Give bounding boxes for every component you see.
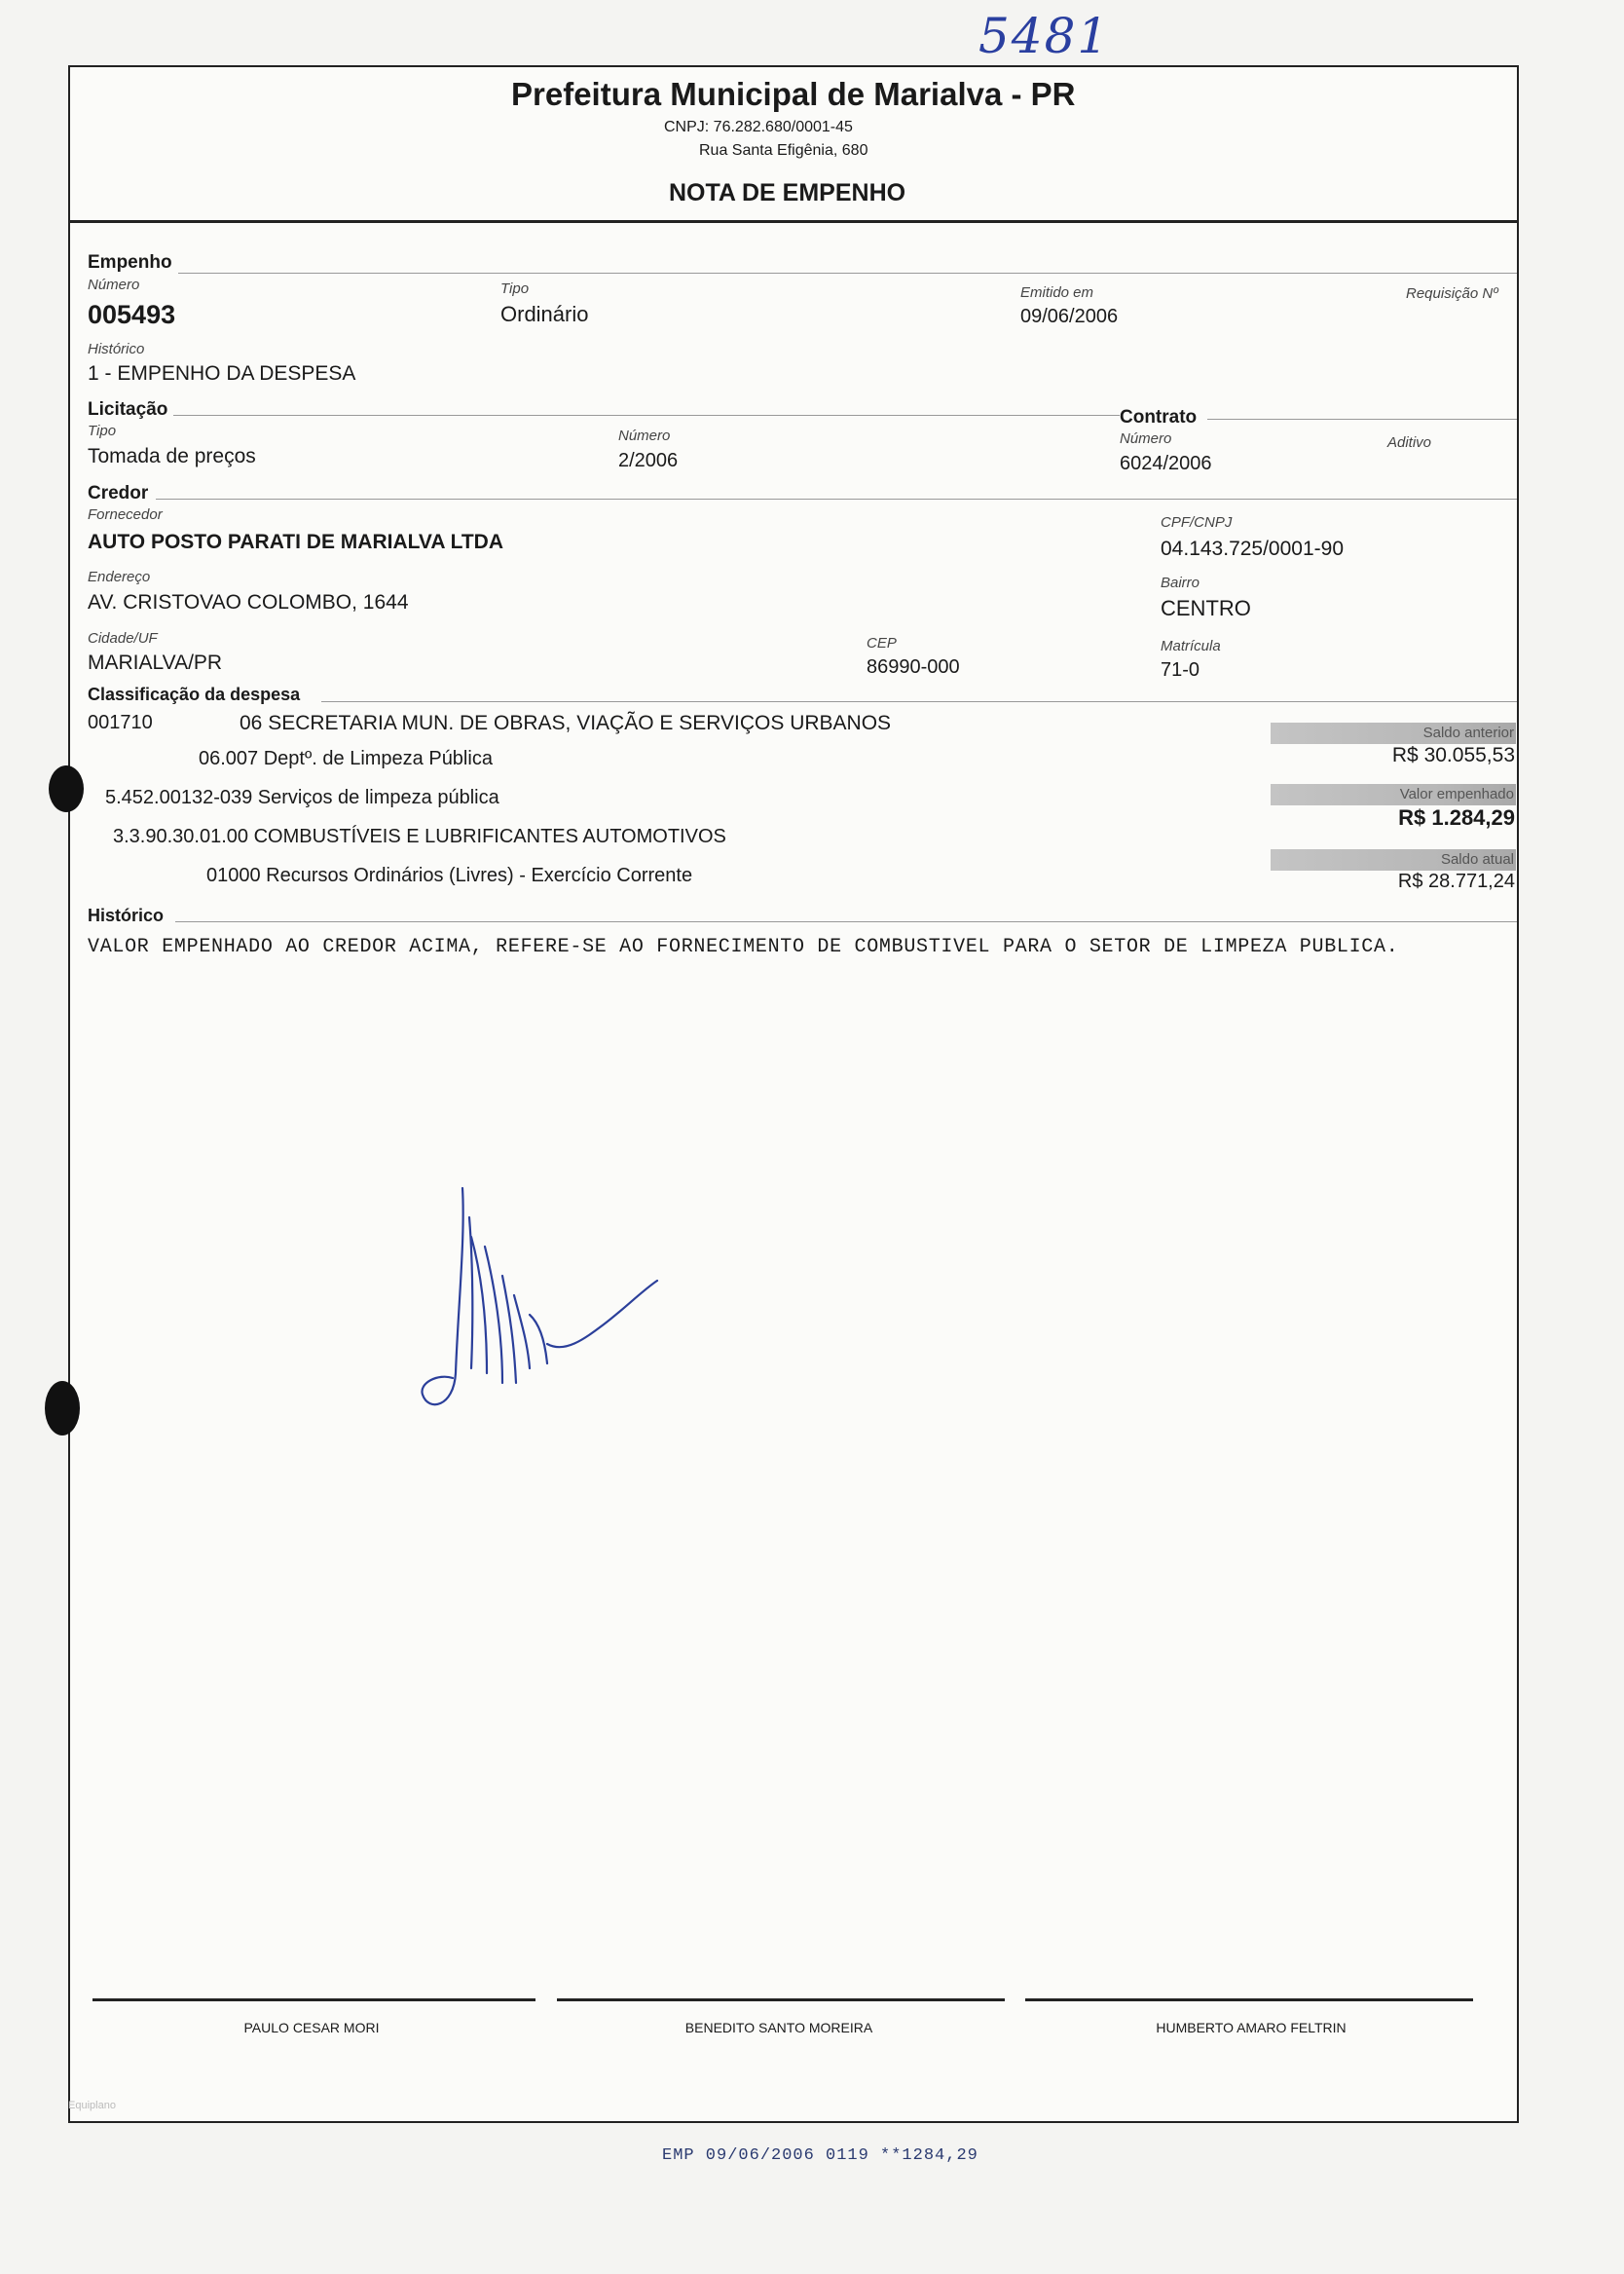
- header-cnpj: CNPJ: 76.282.680/0001-45: [664, 119, 853, 135]
- header-address: Rua Santa Efigênia, 680: [699, 142, 868, 159]
- contrato-aditivo-label: Aditivo: [1387, 434, 1432, 451]
- endereco-value: AV. CRISTOVAO COLOMBO, 1644: [88, 591, 409, 614]
- empenho-tipo-label: Tipo: [500, 280, 530, 297]
- matricula-label: Matrícula: [1161, 638, 1221, 654]
- contrato-numero-label: Número: [1120, 430, 1172, 447]
- contrato-divider: [1207, 419, 1517, 420]
- fornecedor-label: Fornecedor: [88, 506, 163, 523]
- signature-name-2: BENEDITO SANTO MOREIRA: [684, 2020, 873, 2035]
- licitacao-divider: [166, 415, 1139, 416]
- valor-empenhado-value: R$ 1.284,29: [1398, 805, 1515, 830]
- saldo-atual-value: R$ 28.771,24: [1397, 871, 1515, 892]
- matricula-value: 71-0: [1161, 659, 1200, 681]
- classificacao-code: 001710: [88, 712, 153, 733]
- historico-section-title: Histórico: [88, 906, 169, 926]
- empenho-historico: 1 - EMPENHO DA DESPESA: [88, 362, 356, 385]
- empenho-divider: [173, 273, 1517, 274]
- cep-label: CEP: [867, 635, 897, 652]
- empenho-tipo: Ordinário: [500, 302, 589, 326]
- fornecedor-name: AUTO POSTO PARATI DE MARIALVA LTDA: [88, 531, 503, 553]
- empenho-section-title: Empenho: [88, 252, 178, 274]
- bairro-label: Bairro: [1161, 575, 1200, 591]
- cidade-label: Cidade/UF: [88, 630, 158, 647]
- handwritten-page-number: 5481: [978, 8, 1111, 64]
- classificacao-line-4: 3.3.90.30.01.00 COMBUSTÍVEIS E LUBRIFICANTES AUTOMOTIVOS: [113, 826, 726, 847]
- emitido-date: 09/06/2006: [1020, 306, 1119, 327]
- licitacao-section-title: Licitação: [88, 399, 173, 421]
- bottom-stamp: EMP 09/06/2006 0119 **1284,29: [662, 2146, 978, 2165]
- classificacao-section-title: Classificação da despesa: [88, 685, 306, 705]
- valor-empenhado-label: Valor empenhado: [1399, 786, 1514, 802]
- saldo-anterior-label: Saldo anterior: [1422, 725, 1514, 741]
- bairro-value: CENTRO: [1161, 596, 1251, 620]
- licitacao-numero: 2/2006: [618, 450, 679, 471]
- footer-brand: Equiplano: [68, 2100, 116, 2111]
- header-divider: [68, 220, 1519, 223]
- saldo-atual-label: Saldo atual: [1440, 851, 1514, 868]
- signature-line-2: [557, 1998, 1005, 2001]
- cpf-label: CPF/CNPJ: [1161, 514, 1233, 531]
- historico-text: VALOR EMPENHADO AO CREDOR ACIMA, REFERE-SE AO FORNECIMENTO DE COMBUSTIVEL PARA O SETOR DE LIMPEZA PUBLICA.: [88, 936, 1399, 958]
- classificacao-line-1: 06 SECRETARIA MUN. DE OBRAS, VIAÇÃO E SERVIÇOS URBANOS: [240, 712, 892, 734]
- licitacao-tipo-label: Tipo: [88, 423, 117, 439]
- page-title: Prefeitura Municipal de Marialva - PR: [511, 76, 1076, 112]
- signature-scribble: [409, 1178, 672, 1422]
- signature-name-3: HUMBERTO AMARO FELTRIN: [1156, 2020, 1347, 2035]
- binder-hole-top: [49, 765, 84, 812]
- requisicao-label: Requisição Nº: [1406, 285, 1498, 302]
- empenho-historico-label: Histórico: [88, 341, 145, 357]
- emitido-label: Emitido em: [1020, 284, 1094, 301]
- endereco-label: Endereço: [88, 569, 151, 585]
- signature-line-3: [1025, 1998, 1473, 2001]
- cep-value: 86990-000: [867, 656, 960, 678]
- saldo-anterior-value: R$ 30.055,53: [1391, 744, 1515, 766]
- credor-section-title: Credor: [88, 483, 154, 504]
- binder-hole-bottom: [45, 1381, 80, 1435]
- signature-line-1: [92, 1998, 535, 2001]
- credor-divider: [156, 499, 1517, 500]
- classificacao-line-5: 01000 Recursos Ordinários (Livres) - Exercício Corrente: [206, 865, 693, 886]
- empenho-numero: 005493: [88, 300, 176, 329]
- licitacao-tipo: Tomada de preços: [88, 445, 256, 467]
- historico-divider: [175, 921, 1517, 922]
- contrato-numero: 6024/2006: [1120, 453, 1212, 474]
- classificacao-line-3: 5.452.00132-039 Serviços de limpeza pública: [105, 787, 499, 808]
- document-title: NOTA DE EMPENHO: [669, 179, 906, 206]
- contrato-section-title: Contrato: [1120, 407, 1202, 429]
- classificacao-divider: [321, 701, 1517, 702]
- empenho-numero-label: Número: [88, 277, 140, 293]
- classificacao-line-2: 06.007 Deptº. de Limpeza Pública: [199, 748, 493, 769]
- licitacao-numero-label: Número: [618, 428, 671, 444]
- cpf-value: 04.143.725/0001-90: [1161, 538, 1345, 560]
- cidade-value: MARIALVA/PR: [88, 652, 223, 674]
- signature-name-1: PAULO CESAR MORI: [243, 2020, 380, 2035]
